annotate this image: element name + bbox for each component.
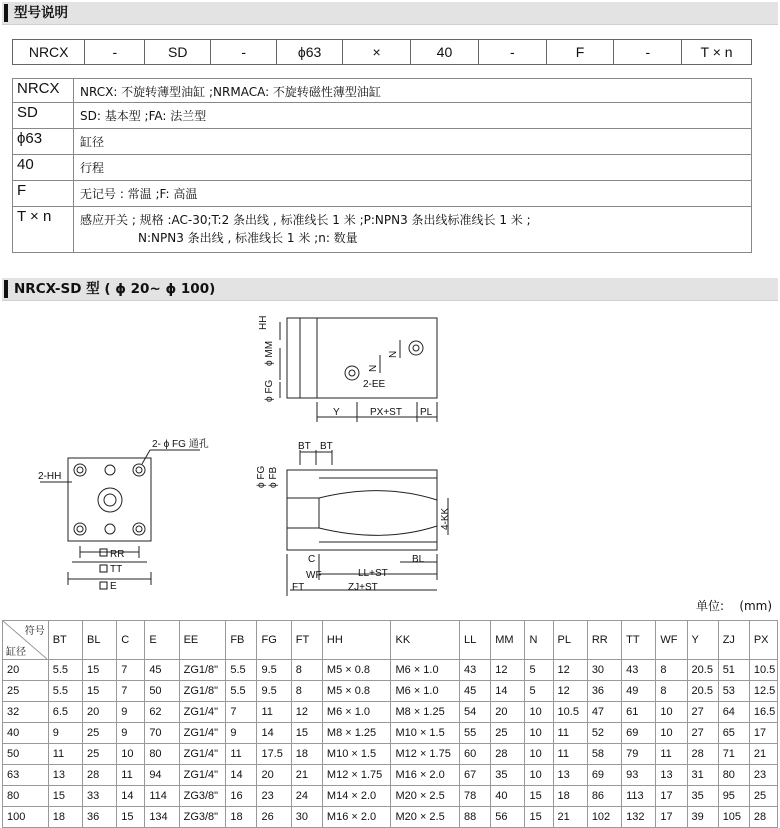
table-cell: 6.5 <box>48 702 82 723</box>
table-cell: 25 <box>749 786 777 807</box>
specs-header: FB <box>226 621 257 660</box>
table-cell: 20 <box>257 765 291 786</box>
specs-table <box>2 620 778 828</box>
table-cell: 13 <box>48 765 82 786</box>
code-cell: NRCX <box>13 40 85 65</box>
table-cell: 12 <box>553 681 587 702</box>
table-cell: ZG1/4" <box>179 702 226 723</box>
table-cell: 12 <box>291 702 322 723</box>
port-circle <box>409 341 423 355</box>
table-cell: 80 <box>718 765 749 786</box>
table-cell: M10 × 1.5 <box>322 744 391 765</box>
table-cell: 50 <box>145 681 179 702</box>
legend-value-switch <box>74 207 752 253</box>
bore-cell: 63 <box>3 765 49 786</box>
specs-header: EE <box>179 621 226 660</box>
legend-value: NRCX: 不旋转薄型油缸 ;NRMACA: 不旋转磁性薄型油缸 <box>74 79 752 103</box>
corner-label-top: 符号 <box>24 626 45 637</box>
table-cell: 51 <box>718 660 749 681</box>
table-cell: 39 <box>687 807 718 828</box>
legend-value: 缸径 <box>74 129 752 155</box>
table-row <box>3 744 778 765</box>
specs-corner <box>3 621 49 660</box>
table-cell: 17.5 <box>257 744 291 765</box>
dim-label-llst: LL+ST <box>358 568 388 579</box>
table-cell: 64 <box>718 702 749 723</box>
table-cell: ZG1/4" <box>179 744 226 765</box>
table-cell: 45 <box>460 681 491 702</box>
table-row <box>3 786 778 807</box>
dim-label-e: E <box>110 581 117 592</box>
table-cell: 40 <box>491 786 525 807</box>
table-cell: 12.5 <box>749 681 777 702</box>
bore-cell: 80 <box>3 786 49 807</box>
section-title: NRCX-SD 型 ( ϕ 20~ ϕ 100) <box>14 281 216 297</box>
table-cell: 5.5 <box>226 681 257 702</box>
specs-header: E <box>145 621 179 660</box>
table-cell: 12 <box>553 660 587 681</box>
section-header-drawing <box>2 278 778 301</box>
table-cell: M5 × 0.8 <box>322 660 391 681</box>
unit-note <box>696 597 772 614</box>
table-cell: 11 <box>117 765 145 786</box>
table-cell: 5.5 <box>226 660 257 681</box>
legend-value: 无记号 : 常温 ;F: 高温 <box>74 181 752 207</box>
code-cell: 40 <box>410 40 478 65</box>
specs-header: LL <box>460 621 491 660</box>
table-cell: 23 <box>749 765 777 786</box>
table-cell: 15 <box>525 807 553 828</box>
table-cell: 80 <box>145 744 179 765</box>
dim-label-tt: TT <box>110 564 123 575</box>
dim-label-fg: ϕ FG <box>264 379 275 402</box>
table-cell: 58 <box>587 744 621 765</box>
table-row <box>3 723 778 744</box>
table-cell: 14 <box>491 681 525 702</box>
table-cell: 8 <box>656 681 687 702</box>
dim-label-fb: ϕ FB <box>268 466 279 488</box>
table-cell: 70 <box>145 723 179 744</box>
table-cell: 10.5 <box>553 702 587 723</box>
table-cell: 94 <box>145 765 179 786</box>
table-cell: 20.5 <box>687 660 718 681</box>
table-cell: ZG3/8" <box>179 786 226 807</box>
table-cell: 95 <box>718 786 749 807</box>
table-cell: 12 <box>491 660 525 681</box>
table-cell: 31 <box>687 765 718 786</box>
table-cell: 26 <box>257 807 291 828</box>
table-row <box>3 660 778 681</box>
table-cell: 49 <box>622 681 656 702</box>
legend-key: F <box>13 181 74 207</box>
table-cell: 9.5 <box>257 681 291 702</box>
table-cell: 9 <box>226 723 257 744</box>
specs-header: FG <box>257 621 291 660</box>
table-cell: M12 × 1.75 <box>322 765 391 786</box>
table-cell: 27 <box>687 723 718 744</box>
table-cell: M8 × 1.25 <box>391 702 460 723</box>
code-cell: ϕ63 <box>277 40 343 65</box>
table-cell: 88 <box>460 807 491 828</box>
dim-label-n2: N <box>368 364 379 372</box>
end-view-square <box>68 458 151 541</box>
table-cell: 8 <box>291 681 322 702</box>
code-cell: - <box>85 40 145 65</box>
table-row <box>3 681 778 702</box>
legend-row <box>13 103 752 129</box>
table-cell: M20 × 2.5 <box>391 786 460 807</box>
legend-key: T × n <box>13 207 74 253</box>
table-cell: 23 <box>257 786 291 807</box>
table-cell: 9.5 <box>257 660 291 681</box>
table-cell: 52 <box>587 723 621 744</box>
legend-value: 感应开关 ; 规格 :AC-30;T:2 条出线 , 标准线长 1 米 ;P:NPN3 条出线标准线长 1 米 ; <box>80 213 531 227</box>
table-cell: 61 <box>622 702 656 723</box>
table-cell: 93 <box>622 765 656 786</box>
code-cell: - <box>478 40 546 65</box>
legend-key: ϕ63 <box>13 129 74 155</box>
specs-header: FT <box>291 621 322 660</box>
table-cell: 30 <box>587 660 621 681</box>
section-bar <box>4 280 8 298</box>
table-cell: 10.5 <box>749 660 777 681</box>
table-cell: ZG1/8" <box>179 660 226 681</box>
cylinder-body-top <box>287 318 437 398</box>
table-cell: M5 × 0.8 <box>322 681 391 702</box>
bore-cell: 20 <box>3 660 49 681</box>
table-cell: 18 <box>226 807 257 828</box>
bore-cell: 50 <box>3 744 49 765</box>
table-cell: 15 <box>291 723 322 744</box>
table-cell: 27 <box>687 702 718 723</box>
table-cell: ZG1/4" <box>179 765 226 786</box>
specs-body <box>3 660 778 828</box>
table-cell: 11 <box>257 702 291 723</box>
table-cell: 13 <box>553 765 587 786</box>
code-cell: × <box>343 40 411 65</box>
dim-label-c: C <box>308 554 316 565</box>
table-cell: 78 <box>460 786 491 807</box>
table-cell: 5 <box>525 681 553 702</box>
dim-label-ft: FT <box>292 582 305 593</box>
table-cell: 21 <box>553 807 587 828</box>
table-cell: 105 <box>718 807 749 828</box>
dim-label-bl: BL <box>412 554 425 565</box>
table-cell: 30 <box>291 807 322 828</box>
dim-label-kk: 4-KK <box>440 507 451 530</box>
dim-label-n: N <box>388 350 399 358</box>
table-cell: 5.5 <box>48 660 82 681</box>
table-cell: 28 <box>491 744 525 765</box>
legend-key: NRCX <box>13 79 74 103</box>
code-cell: - <box>614 40 682 65</box>
table-cell: M20 × 2.5 <box>391 807 460 828</box>
table-cell: 14 <box>257 723 291 744</box>
dim-label-ee: 2-EE <box>363 379 386 390</box>
dim-label-fg2: ϕ FG <box>256 465 267 488</box>
port-circle <box>345 366 359 380</box>
table-cell: 11 <box>553 744 587 765</box>
specs-header: WF <box>656 621 687 660</box>
table-cell: 13 <box>656 765 687 786</box>
end-cap-top <box>287 318 317 398</box>
table-cell: 5.5 <box>48 681 82 702</box>
table-cell: M16 × 2.0 <box>322 807 391 828</box>
table-cell: 11 <box>656 744 687 765</box>
code-cell: F <box>546 40 614 65</box>
table-cell: 10 <box>656 702 687 723</box>
table-cell: 28 <box>687 744 718 765</box>
specs-header: PL <box>553 621 587 660</box>
dim-label-zjst: ZJ+ST <box>348 582 378 593</box>
table-cell: 25 <box>82 744 116 765</box>
table-cell: 9 <box>48 723 82 744</box>
table-cell: 8 <box>656 660 687 681</box>
table-cell: 55 <box>460 723 491 744</box>
table-cell: 47 <box>587 702 621 723</box>
legend-row <box>13 181 752 207</box>
table-cell: 15 <box>82 681 116 702</box>
table-cell: 62 <box>145 702 179 723</box>
table-cell: 134 <box>145 807 179 828</box>
table-cell: 53 <box>718 681 749 702</box>
corner-label-bottom: 缸径 <box>6 647 26 658</box>
table-cell: M6 × 1.0 <box>391 660 460 681</box>
dim-label-fgthru: 2- ϕ FG 通孔 <box>152 439 209 450</box>
table-cell: 20 <box>491 702 525 723</box>
table-cell: 7 <box>117 681 145 702</box>
specs-header: BL <box>82 621 116 660</box>
table-cell: 16.5 <box>749 702 777 723</box>
table-cell: 10 <box>525 723 553 744</box>
table-cell: 21 <box>291 765 322 786</box>
legend-row <box>13 129 752 155</box>
dim-label-hh: HH <box>258 315 269 330</box>
dim-label-hh2: 2-HH <box>38 471 62 482</box>
specs-header-row <box>3 621 778 660</box>
specs-header: ZJ <box>718 621 749 660</box>
dim-label-mm: ϕ MM <box>264 340 275 366</box>
table-cell: 20.5 <box>687 681 718 702</box>
table-cell: 18 <box>553 786 587 807</box>
cylinder-body-section <box>287 470 437 550</box>
section-title: 型号说明 <box>14 5 68 21</box>
specs-header: PX <box>749 621 777 660</box>
table-cell: 36 <box>82 807 116 828</box>
table-cell: M6 × 1.0 <box>322 702 391 723</box>
table-cell: 65 <box>718 723 749 744</box>
specs-header: N <box>525 621 553 660</box>
specs-header: BT <box>48 621 82 660</box>
table-cell: 28 <box>749 807 777 828</box>
dim-label-pxst: PX+ST <box>370 407 402 418</box>
table-cell: 5 <box>525 660 553 681</box>
dim-label-bt2: BT <box>320 441 333 452</box>
table-cell: 20 <box>82 702 116 723</box>
table-cell: 25 <box>82 723 116 744</box>
table-cell: 71 <box>718 744 749 765</box>
table-cell: 60 <box>460 744 491 765</box>
bore-cell: 40 <box>3 723 49 744</box>
table-cell: 15 <box>117 807 145 828</box>
table-cell: 8 <box>291 660 322 681</box>
table-cell: 35 <box>687 786 718 807</box>
code-cell: SD <box>145 40 211 65</box>
table-cell: 10 <box>656 723 687 744</box>
table-cell: M12 × 1.75 <box>391 744 460 765</box>
table-cell: 10 <box>525 744 553 765</box>
table-cell: M10 × 1.5 <box>391 723 460 744</box>
table-cell: 21 <box>749 744 777 765</box>
table-cell: 11 <box>226 744 257 765</box>
specs-header: Y <box>687 621 718 660</box>
table-cell: 33 <box>82 786 116 807</box>
table-cell: 36 <box>587 681 621 702</box>
table-cell: 69 <box>622 723 656 744</box>
specs-header: C <box>117 621 145 660</box>
dim-label-pl: PL <box>420 407 433 418</box>
dim-label-rr: RR <box>110 549 125 560</box>
specs-header: KK <box>391 621 460 660</box>
bore-cell: 25 <box>3 681 49 702</box>
table-cell: 17 <box>656 807 687 828</box>
table-cell: 35 <box>491 765 525 786</box>
table-cell: 67 <box>460 765 491 786</box>
table-cell: ZG3/8" <box>179 807 226 828</box>
table-cell: M6 × 1.0 <box>391 681 460 702</box>
table-cell: 7 <box>226 702 257 723</box>
table-cell: 15 <box>82 660 116 681</box>
table-cell: 114 <box>145 786 179 807</box>
table-cell: 69 <box>587 765 621 786</box>
unit-value: (mm) <box>739 599 773 613</box>
legend-value: SD: 基本型 ;FA: 法兰型 <box>74 103 752 129</box>
table-cell: 9 <box>117 723 145 744</box>
table-cell: 54 <box>460 702 491 723</box>
table-cell: M14 × 2.0 <box>322 786 391 807</box>
unit-label: 单位: <box>696 599 725 613</box>
table-cell: 28 <box>82 765 116 786</box>
table-cell: M16 × 2.0 <box>391 765 460 786</box>
specs-header: HH <box>322 621 391 660</box>
legend-value: 行程 <box>74 155 752 181</box>
table-cell: 25 <box>491 723 525 744</box>
section-bar <box>4 4 8 22</box>
table-cell: 10 <box>525 765 553 786</box>
table-cell: 43 <box>622 660 656 681</box>
dim-label-y: Y <box>333 407 340 418</box>
specs-header: RR <box>587 621 621 660</box>
model-code-table <box>12 39 752 65</box>
table-cell: 16 <box>226 786 257 807</box>
table-cell: 15 <box>525 786 553 807</box>
table-cell: 17 <box>749 723 777 744</box>
table-cell: 14 <box>226 765 257 786</box>
bore-cell: 32 <box>3 702 49 723</box>
table-row <box>3 807 778 828</box>
table-cell: 10 <box>117 744 145 765</box>
legend-key: SD <box>13 103 74 129</box>
table-cell: 15 <box>48 786 82 807</box>
table-cell: 113 <box>622 786 656 807</box>
rod-end <box>287 498 319 528</box>
table-cell: 24 <box>291 786 322 807</box>
dimension-drawing <box>0 300 780 600</box>
legend-key: 40 <box>13 155 74 181</box>
table-cell: 11 <box>48 744 82 765</box>
code-cell: T × n <box>682 40 752 65</box>
legend-row <box>13 207 752 253</box>
table-cell: 45 <box>145 660 179 681</box>
table-cell: M8 × 1.25 <box>322 723 391 744</box>
table-cell: 102 <box>587 807 621 828</box>
table-row <box>3 765 778 786</box>
legend-value-cont: N:NPN3 条出线 , 标准线长 1 米 ;n: 数量 <box>138 231 358 245</box>
table-cell: 132 <box>622 807 656 828</box>
table-cell: ZG1/8" <box>179 681 226 702</box>
specs-header: MM <box>491 621 525 660</box>
table-cell: 43 <box>460 660 491 681</box>
code-cell: - <box>211 40 277 65</box>
table-cell: 86 <box>587 786 621 807</box>
dim-label-bt1: BT <box>298 441 311 452</box>
table-cell: 11 <box>553 723 587 744</box>
table-cell: 18 <box>291 744 322 765</box>
table-cell: 56 <box>491 807 525 828</box>
section-header-model <box>2 2 778 25</box>
table-cell: 10 <box>525 702 553 723</box>
legend-row <box>13 155 752 181</box>
table-cell: 14 <box>117 786 145 807</box>
specs-header: TT <box>622 621 656 660</box>
table-cell: 79 <box>622 744 656 765</box>
table-row <box>3 702 778 723</box>
legend-table <box>12 78 752 253</box>
table-cell: 17 <box>656 786 687 807</box>
legend-row <box>13 79 752 103</box>
table-cell: 7 <box>117 660 145 681</box>
table-cell: 9 <box>117 702 145 723</box>
bore-cell: 100 <box>3 807 49 828</box>
table-cell: ZG1/4" <box>179 723 226 744</box>
table-cell: 18 <box>48 807 82 828</box>
dim-label-wf: WF <box>306 570 322 581</box>
